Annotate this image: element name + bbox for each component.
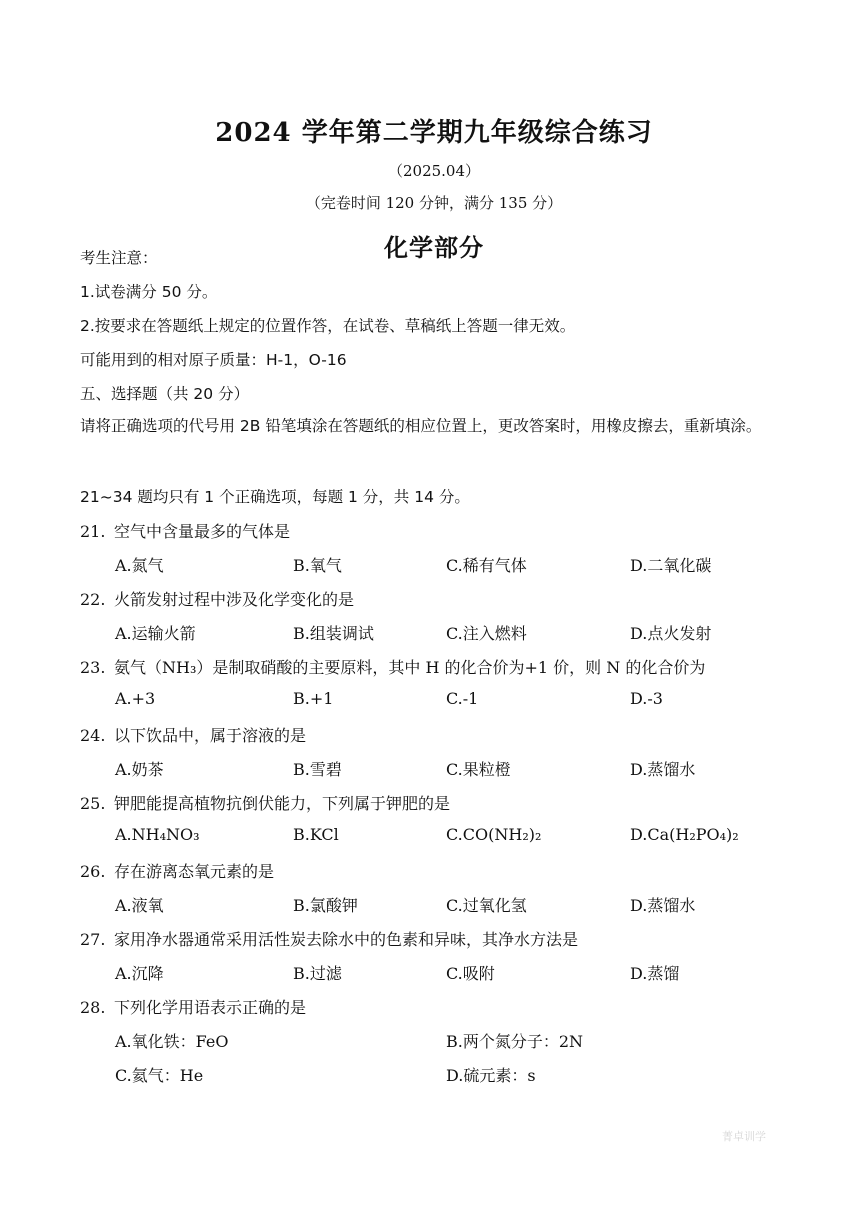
option-b: B.+1 — [293, 689, 334, 708]
question-number: 25. — [80, 794, 106, 813]
question-number: 24. — [80, 726, 106, 745]
question-stem — [80, 723, 306, 746]
question-text: 火箭发射过程中涉及化学变化的是 — [114, 590, 355, 609]
question-stem — [80, 587, 354, 610]
option-c: C.注入燃料 — [446, 624, 527, 643]
note-item-2: 2.按要求在答题纸上规定的位置作答，在试卷、草稿纸上答题一律无效。 — [80, 317, 576, 335]
option-d: D.蒸馏 — [630, 964, 680, 983]
question-stem — [80, 995, 306, 1018]
question-text: 下列化学用语表示正确的是 — [114, 998, 307, 1017]
question-number: 22. — [80, 590, 106, 609]
question-stem — [80, 791, 450, 814]
option-d: D.点火发射 — [630, 624, 712, 643]
watermark: 菁卓训学 — [722, 1130, 766, 1143]
part-heading: 五、选择题（共 20 分） — [80, 385, 250, 403]
question-text: 氨气（NH₃）是制取硝酸的主要原料，其中 H 的化合价为+1 价，则 N 的化合价为 — [114, 658, 706, 677]
section-title: 化学部分 — [384, 233, 484, 262]
option-a: A.液氧 — [115, 896, 164, 915]
question-text: 以下饮品中，属于溶液的是 — [114, 726, 307, 745]
option-c: C.吸附 — [446, 964, 495, 983]
question-stem — [80, 927, 578, 950]
question-stem — [80, 655, 705, 678]
option-c: C.氦气：He — [115, 1066, 204, 1085]
option-c: C.过氧化氢 — [446, 896, 527, 915]
option-b: B.氯酸钾 — [293, 896, 358, 915]
option-d: D.蒸馏水 — [630, 896, 696, 915]
question-stem — [80, 859, 274, 882]
exam-time-note: （完卷时间 120 分钟，满分 135 分） — [305, 194, 563, 212]
question-text: 空气中含量最多的气体是 — [114, 522, 291, 541]
question-stem — [80, 519, 290, 542]
option-c: C.稀有气体 — [446, 556, 527, 575]
part-rule: 21~34 题均只有 1 个正确选项，每题 1 分，共 14 分。 — [80, 488, 470, 506]
option-d: D.蒸馏水 — [630, 760, 696, 779]
atomic-mass-note: 可能用到的相对原子质量：H-1，O-16 — [80, 351, 347, 369]
question-number: 23. — [80, 658, 106, 677]
option-a: A.奶茶 — [115, 760, 164, 779]
option-a: A.氧化铁：FeO — [115, 1032, 229, 1051]
option-d: D.二氧化碳 — [630, 556, 712, 575]
note-item-1: 1.试卷满分 50 分。 — [80, 283, 218, 301]
option-b: B.氧气 — [293, 556, 342, 575]
option-c: C.-1 — [446, 689, 479, 708]
option-d: D.-3 — [630, 689, 663, 708]
option-c: C.CO(NH₂)₂ — [446, 825, 542, 844]
notes-heading: 考生注意： — [80, 249, 158, 267]
option-d: D.Ca(H₂PO₄)₂ — [630, 825, 739, 844]
exam-date: （2025.04） — [387, 162, 481, 180]
question-text: 钾肥能提高植物抗倒伏能力，下列属于钾肥的是 — [114, 794, 451, 813]
question-number: 28. — [80, 998, 106, 1017]
option-a: A.运输火箭 — [115, 624, 196, 643]
question-number: 21. — [80, 522, 106, 541]
option-b: B.两个氮分子：2N — [446, 1032, 584, 1051]
exam-title: 2024 学年第二学期九年级综合练习 — [215, 118, 653, 148]
part-instruction: 请将正确选项的代号用 2B 铅笔填涂在答题纸的相应位置上，更改答案时，用橡皮擦去，重新填涂。 — [80, 417, 762, 435]
option-c: C.果粒橙 — [446, 760, 511, 779]
option-d: D.硫元素：s — [446, 1066, 536, 1085]
option-b: B.KCl — [293, 825, 339, 844]
option-a: A.沉降 — [115, 964, 164, 983]
option-a: A.氮气 — [115, 556, 164, 575]
question-number: 27. — [80, 930, 106, 949]
question-text: 存在游离态氧元素的是 — [114, 862, 275, 881]
option-b: B.雪碧 — [293, 760, 342, 779]
option-b: B.过滤 — [293, 964, 342, 983]
option-a: A.NH₄NO₃ — [115, 825, 200, 844]
question-text: 家用净水器通常采用活性炭去除水中的色素和异味，其净水方法是 — [114, 930, 579, 949]
option-b: B.组装调试 — [293, 624, 374, 643]
question-number: 26. — [80, 862, 106, 881]
option-a: A.+3 — [115, 689, 156, 708]
